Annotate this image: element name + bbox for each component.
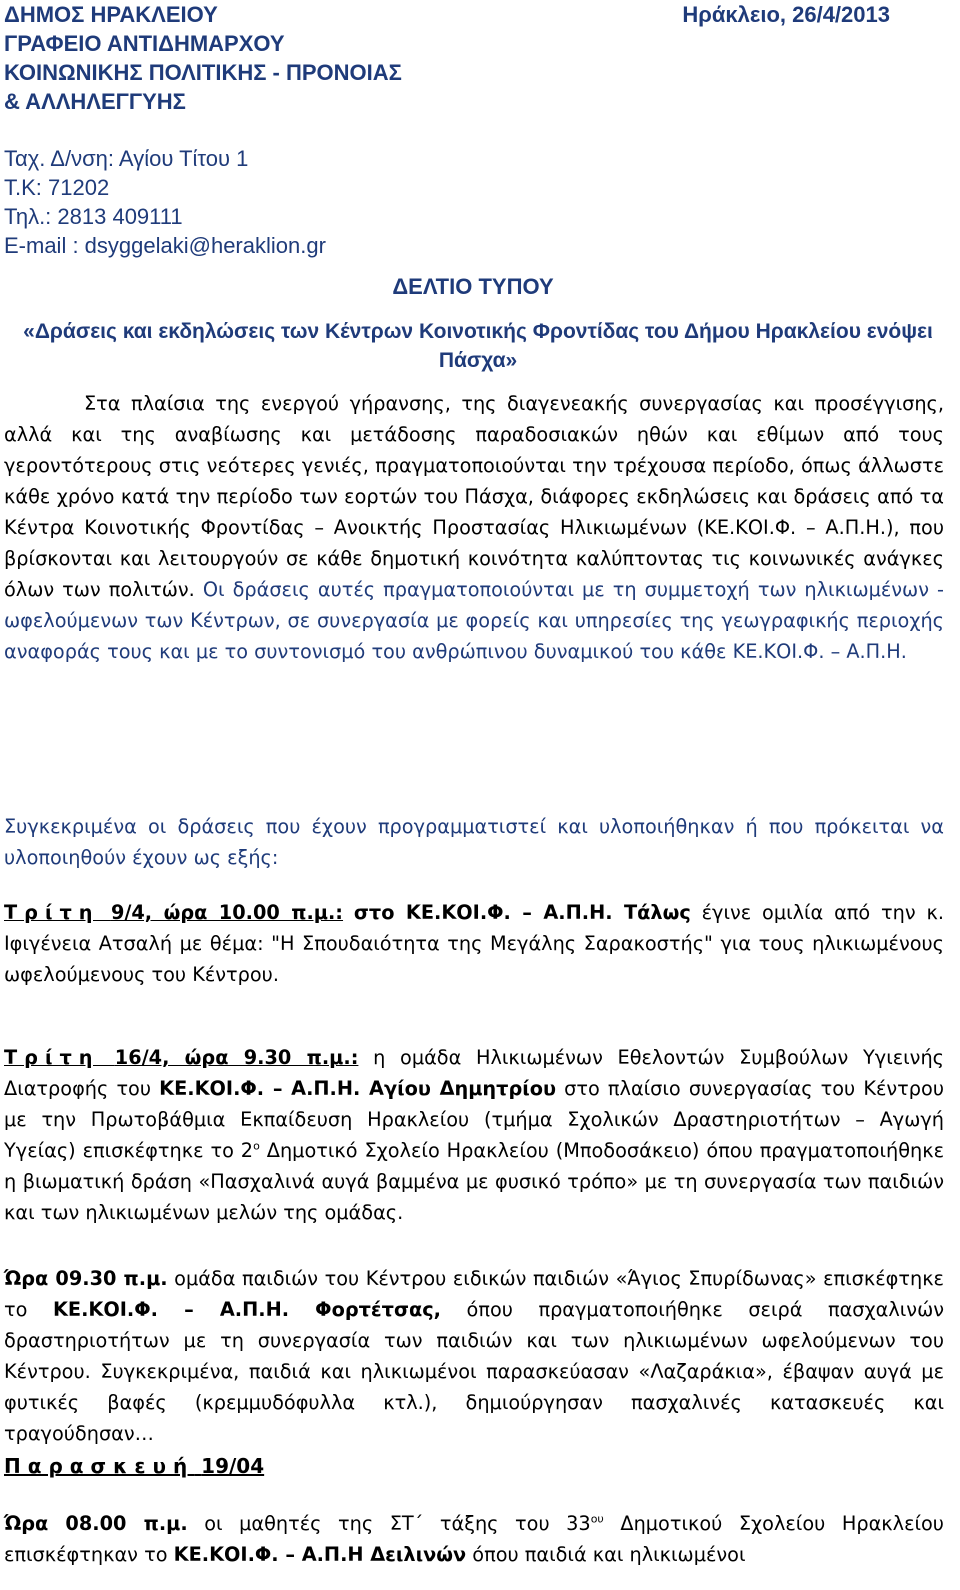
event-entry: [4, 1508, 944, 1570]
org-line: & ΑΛΛΗΛΕΓΓΥΗΣ: [4, 89, 186, 114]
phone-line: Τηλ.: 2813 409111: [4, 204, 183, 229]
event-location: ΚΕ.ΚΟΙ.Φ. – Α.Π.Η Δειλινών: [173, 1543, 467, 1566]
event-description: έγινε ομιλία από την κ. Ιφιγένεια Ατσαλή με θέμα: "Η Σπουδαιότητα της Μεγάλης Σαρακοστής" για τους ηλικιωμένους ωφελούμενους του Κέντρου.: [4, 901, 944, 986]
event-entry: [4, 1042, 944, 1228]
press-release-title: ΔΕΛΤΙΟ ΤΥΠΟΥ: [392, 274, 554, 299]
event-day: Τρίτη: [4, 901, 100, 924]
event-time: Ώρα 09.30 π.μ.: [4, 1267, 168, 1290]
postal-code-line: Τ.Κ: 71202: [4, 175, 110, 200]
press-release-subtitle: «Δράσεις και εκδηλώσεις των Κέντρων Κοινοτικής Φροντίδας του Δήμου Ηρακλείου ενόψει Πάσχα»: [23, 320, 933, 372]
heading-date: 19/04: [201, 1454, 265, 1478]
organization-header: [4, 0, 402, 116]
event-description: ομάδα παιδιών του Κέντρου ειδικών παιδιών «Άγιος Σπυρίδωνας» επισκέφτηκε το: [4, 1267, 944, 1321]
event-location: ΚΕ.ΚΟΙ.Φ. – Α.Π.Η. Φορτέτσας,: [52, 1298, 441, 1321]
event-location: ΚΕ.ΚΟΙ.Φ. – Α.Π.Η. Αγίου Δημητρίου: [159, 1077, 557, 1100]
email-line: E-mail : dsyggelaki@heraklion.gr: [4, 233, 326, 258]
event-datetime: 9/4, ώρα 10.00 π.μ.:: [110, 901, 344, 924]
event-entry: [4, 1263, 944, 1449]
ordinal-superscript: ο: [253, 1139, 260, 1153]
event-description: οι μαθητές της ΣΤ΄ τάξης του 33: [204, 1512, 591, 1535]
event-description: όπου πραγματοποιήθηκε σειρά πασχαλινών δραστηριοτήτων με τη συνεργασία των παιδιών και των ηλικιωμένων ωφελούμενων του Κέντρου. Συγκεκριμένα, παιδιά και ηλικιωμένοι παρασκεύασαν «Λαζαράκια», έβαψαν αυγά με φυτικές βαφές (κρεμμυδόφυλλα κτλ.), δημιούργησαν πασχαλινές κατασκευές και τραγούδησαν…: [4, 1298, 944, 1445]
intro-text-part2: Οι δράσεις αυτές πραγματοποιούνται με τη συμμετοχή των ηλικιωμένων - ωφελούμενων των Κέντρων, σε συνεργασία με φορείς και υπηρεσίες της γεωγραφικής περιοχής αναφοράς τους και με το συντονισμό του ανθρώπινου δυναμικού του κάθε ΚΕ.ΚΟΙ.Φ. – Α.Π.Η.: [4, 578, 944, 663]
event-description: Δημοτικό Σχολείο Ηρακλείου (Μποδοσάκειο) όπου πραγματοποιήθηκε η βιωματική δράση «Πασχαλινά αυγά βαμμένα με φυσικό τρόπο» με τη συνεργασία των παιδιών και των ηλικιωμένων μελών της ομάδας.: [4, 1139, 944, 1224]
event-description: όπου παιδιά και ηλικιωμένοι: [472, 1543, 746, 1566]
event-description: στο πλαίσιο συνεργασίας του Κέντρου με την Πρωτοβάθμια Εκπαίδευση Ηρακλείου (τμήμα Σχολικών Δραστηριοτήτων – Αγωγή Υγείας) επισκέφτηκε το 2: [4, 1077, 944, 1162]
contact-info: [4, 144, 326, 260]
org-line: ΔΗΜΟΣ ΗΡΑΚΛΕΙΟΥ: [4, 2, 218, 27]
event-location: στο ΚΕ.ΚΟΙ.Φ. – Α.Π.Η. Τάλως: [353, 901, 691, 924]
intro-text-part1: Στα πλαίσια της ενεργού γήρανσης, της διαγενεακής συνεργασίας και προσέγγισης, αλλά και της αναβίωσης και μετάδοσης παραδοσιακών ηθών και εθίμων από τους γεροντότερους στις νεότερες γενιές, πραγματοποιούνται την τρέχουσα περίοδο, όπως άλλωστε κάθε χρόνο κατά την περίοδο των εορτών του Πάσχα, διάφορες εκδηλώσεις και δράσεις από τα Κέντρα Κοινοτικής Φροντίδας – Ανοικτής Προστασίας Ηλικιωμένων (ΚΕ.ΚΟΙ.Φ. – Α.Π.Η.), που βρίσκονται και λειτουργούν σε κάθε δημοτική κοινότητα καλύπτοντας τις κοινωνικές ανάγκες όλων των πολιτών.: [4, 392, 944, 601]
heading-day: Παρασκευή: [4, 1454, 195, 1478]
event-entry: [4, 897, 944, 990]
event-day: Τρίτη: [4, 1046, 100, 1069]
org-line: ΓΡΑΦΕΙΟ ΑΝΤΙΔΗΜΑΡΧΟΥ: [4, 31, 285, 56]
event-description: Δημοτικού Σχολείου Ηρακλείου επισκέφτηκαν το: [4, 1512, 944, 1566]
intro-paragraph: [4, 388, 944, 667]
day-heading: [4, 1454, 264, 1478]
event-datetime: 16/4, ώρα 9.30 π.μ.:: [114, 1046, 359, 1069]
schedule-intro: Συγκεκριμένα οι δράσεις που έχουν προγραμματιστεί και υλοποιήθηκαν ή που πρόκειται να υλοποιηθούν έχουν ως εξής:: [4, 815, 944, 869]
address-line: Ταχ. Δ/νση: Αγίου Τίτου 1: [4, 146, 249, 171]
ordinal-superscript: ου: [590, 1512, 604, 1526]
document-date: Ηράκλειο, 26/4/2013: [682, 2, 890, 27]
event-description: η ομάδα Ηλικιωμένων Εθελοντών Συμβούλων Υγιεινής Διατροφής του: [4, 1046, 944, 1100]
org-line: ΚΟΙΝΩΝΙΚΗΣ ΠΟΛΙΤΙΚΗΣ - ΠΡΟΝΟΙΑΣ: [4, 60, 402, 85]
event-time: Ώρα 08.00 π.μ.: [4, 1512, 188, 1535]
